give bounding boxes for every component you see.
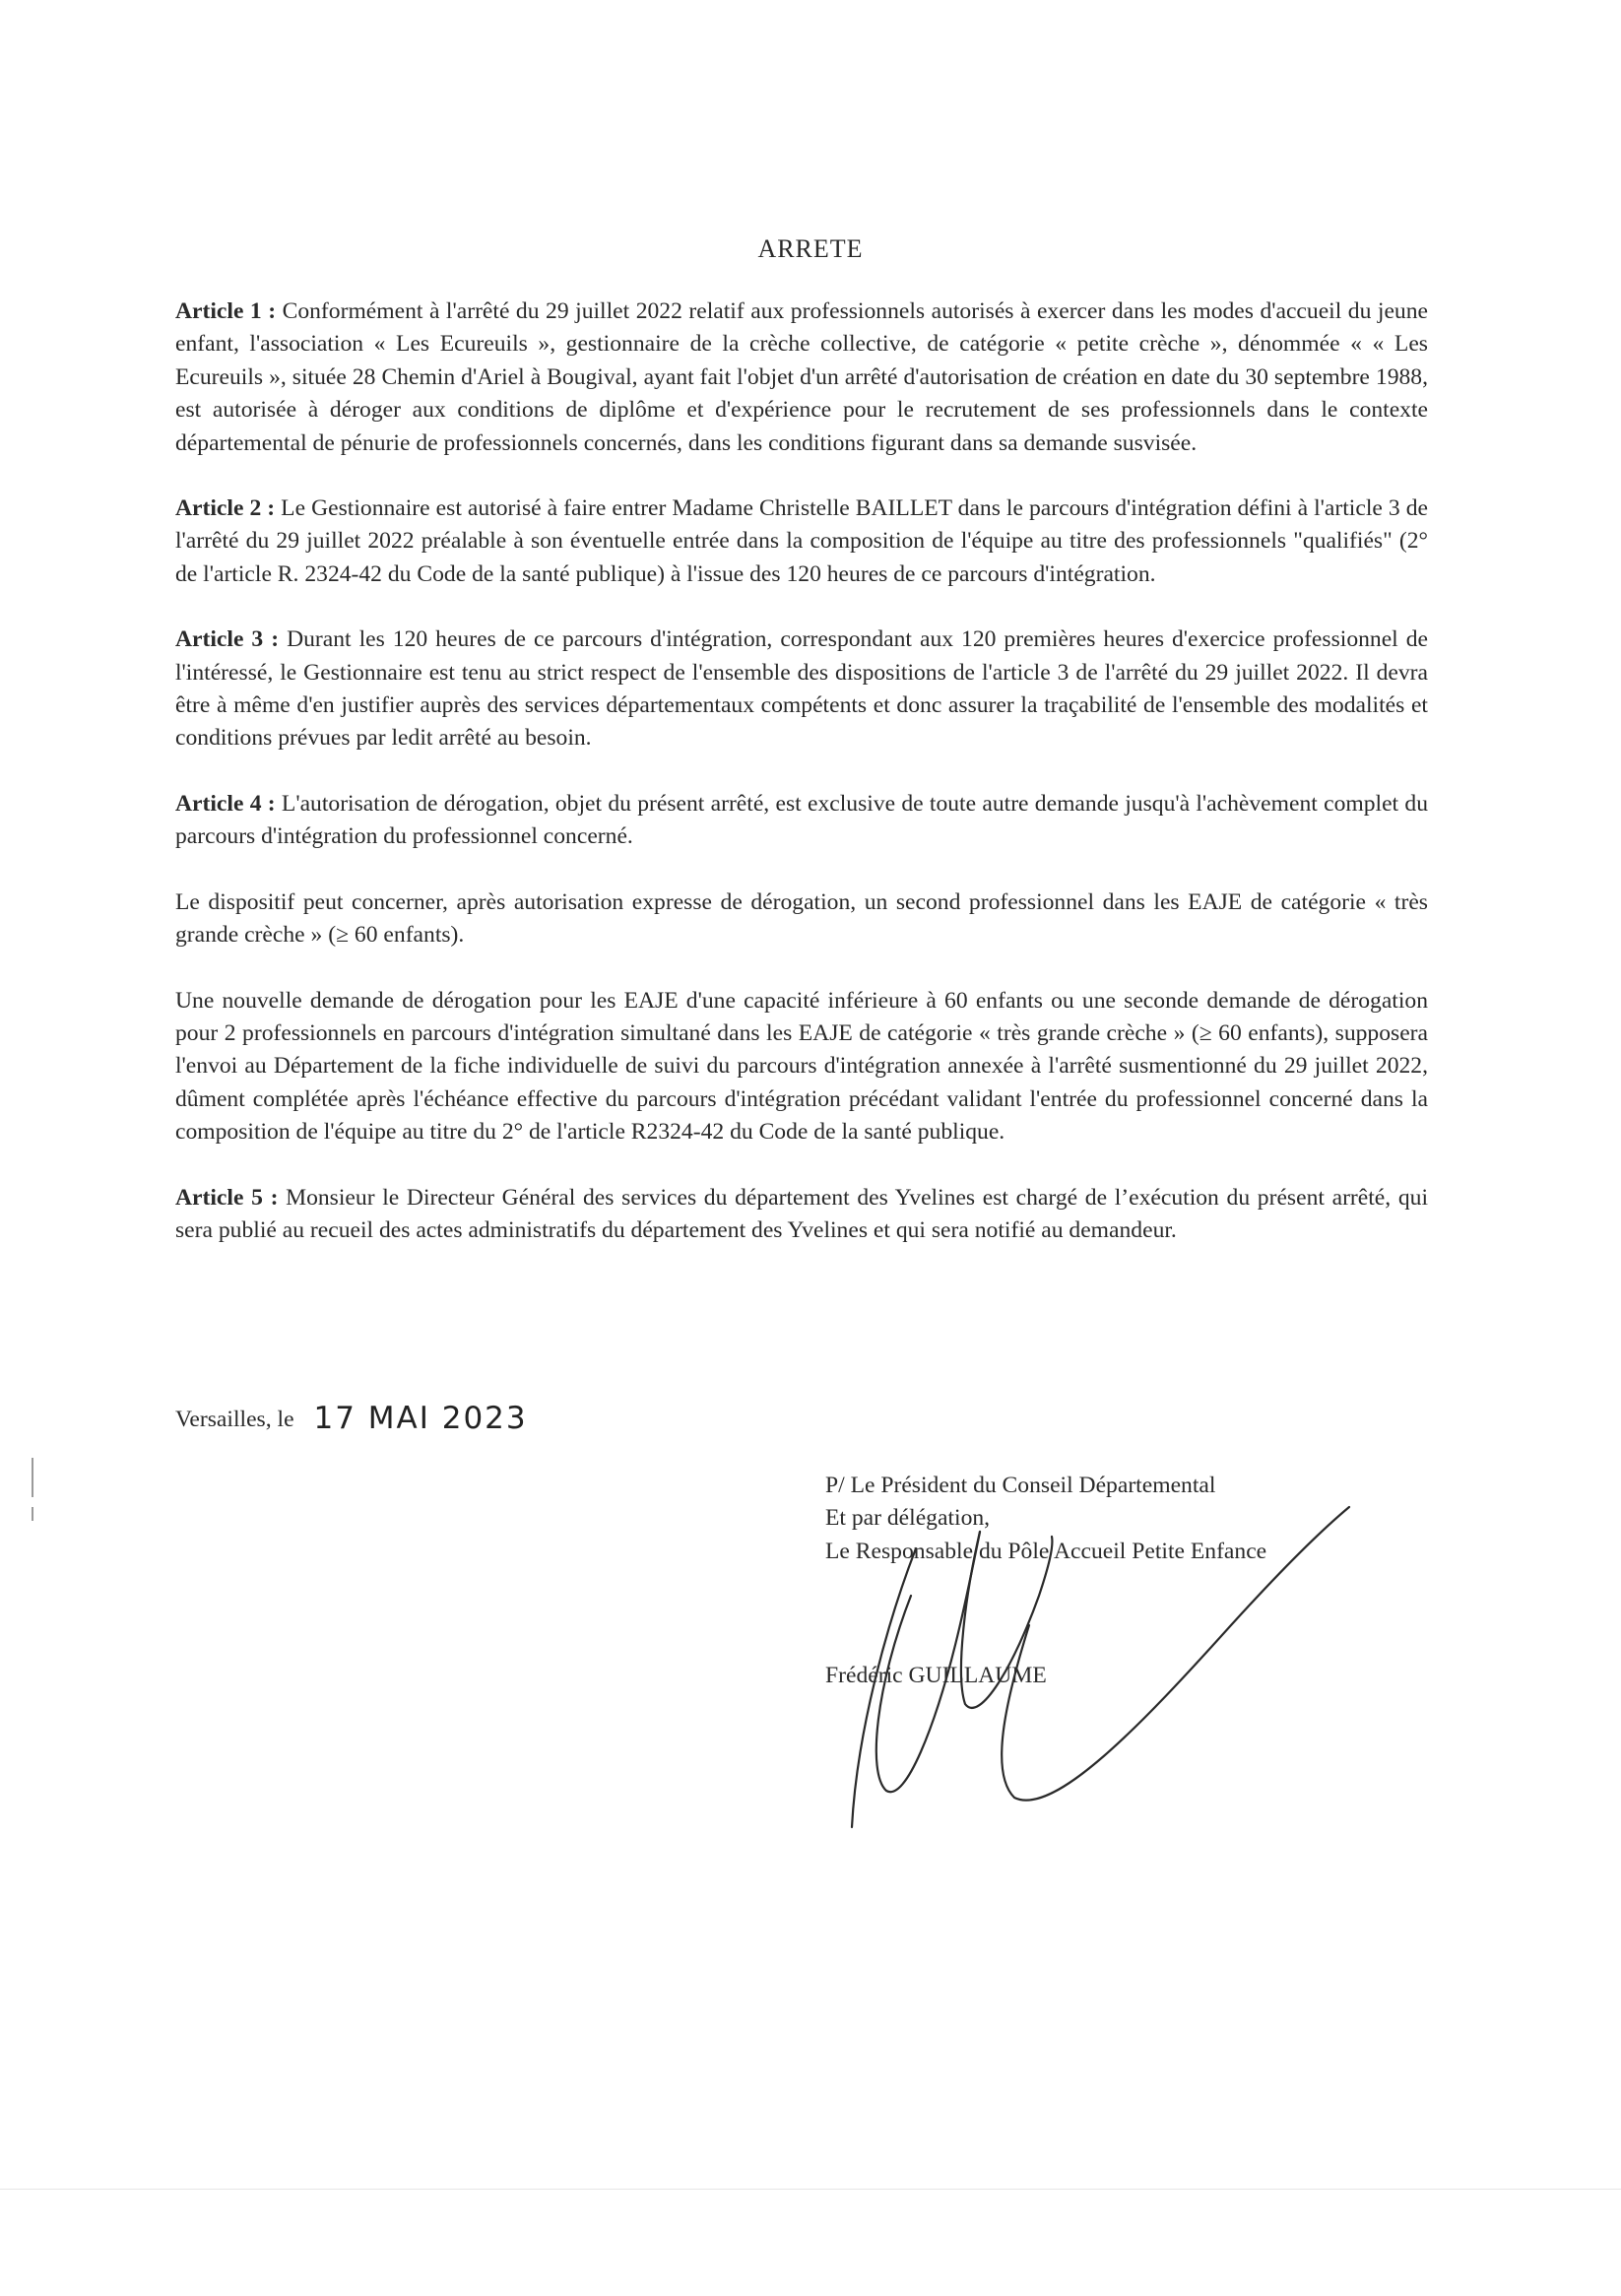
article-4-paragraph-3 — [175, 985, 1428, 1149]
article-label: Article 4 : — [175, 790, 276, 817]
document-body — [175, 295, 1428, 1279]
article-text: Conformément à l'arrêté du 29 juillet 2022 relatif aux professionnels autorisés à exercer dans les modes d'accueil du jeune enfant, l'association « Les Ecureuils », gestionnaire de la crèche collective, de catégorie « petite crèche », dénommée « « Les Ecureuils », située 28 Chemin d'Ariel à Bougival, ayant fait l'objet d'un arrêté d'autorisation de création en date du 30 septembre 1988, est autorisée à déroger aux conditions de diplôme et d'expérience pour le recrutement de ses professionnels dans le contexte départemental de pénurie de professionnels concernés, dans les conditions figurant dans sa demande susvisée. — [175, 298, 1428, 456]
signature-line-2: Et par délégation, — [825, 1505, 991, 1532]
handwritten-signature — [817, 1477, 1369, 1852]
article-4 — [175, 788, 1428, 854]
signature-stroke — [876, 1532, 980, 1792]
date-stamp: 17 MAI 2023 — [313, 1401, 528, 1436]
article-2 — [175, 492, 1428, 591]
article-4-paragraph-2 — [175, 886, 1428, 952]
signer-name: Frédéric GUILLAUME — [825, 1663, 1047, 1688]
document-title: ARRETE — [757, 234, 864, 263]
article-1 — [175, 295, 1428, 460]
date-line — [175, 1401, 528, 1436]
article-text: Monsieur le Directeur Général des services du département des Yvelines est chargé de l’exécution du présent arrêté, qui sera publié au recueil des actes administratifs du département des Yvelines et qui sera notifié au demandeur. — [175, 1184, 1429, 1243]
paragraph-text: Le dispositif peut concerner, après autorisation expresse de dérogation, un second professionnel dans les EAJE de catégorie « très grande crèche » (≥ 60 enfants). — [175, 888, 1428, 949]
scan-edge-line — [0, 2189, 1621, 2190]
article-text: L'autorisation de dérogation, objet du présent arrêté, est exclusive de toute autre demande jusqu'à l'achèvement complet du parcours d'intégration du professionnel concerné. — [175, 790, 1428, 850]
article-5 — [175, 1182, 1428, 1248]
signature-stroke — [1002, 1507, 1349, 1801]
scan-margin-mark — [32, 1507, 33, 1521]
article-3 — [175, 623, 1428, 755]
place-label: Versailles, le — [175, 1407, 294, 1432]
signature-line-1: P/ Le Président du Conseil Départemental — [825, 1473, 1216, 1498]
article-label: Article 2 : — [175, 495, 276, 522]
article-text: Durant les 120 heures de ce parcours d'intégration, correspondant aux 120 premières heures d'exercice professionnel de l'intéressé, le Gestionnaire est tenu au strict respect de l'ensemble des dispositions de l'article 3 de l'arrêté du 29 juillet 2022. Il devra être à même d'en justifier auprès des services départementaux compétents et donc assurer la traçabilité de l'ensemble des modalités et conditions prévues par ledit arrêté au besoin. — [175, 626, 1428, 752]
scan-margin-mark — [32, 1458, 33, 1497]
article-label: Article 5 : — [175, 1184, 279, 1211]
signature-line-3: Le Responsable du Pôle Accueil Petite Enfance — [825, 1538, 1267, 1564]
article-label: Article 1 : — [175, 298, 277, 324]
paragraph-text: Une nouvelle demande de dérogation pour les EAJE d'une capacité inférieure à 60 enfants ou une seconde demande de dérogation pour 2 professionnels en parcours d'intégration simultané dans les EAJE de catégorie « très grande crèche » (≥ 60 enfants), supposera l'envoi au Département de la fiche individuelle de suivi du parcours d'intégration annexée à l'arrêté susmentionné du 29 juillet 2022, dûment complétée après l'échéance effective du parcours d'intégration précédant validant l'entrée du professionnel concerné dans la composition de l'équipe au titre du 2° de l'article R2324-42 du Code de la santé publique. — [175, 987, 1428, 1146]
article-text: Le Gestionnaire est autorisé à faire entrer Madame Christelle BAILLET dans le parcours d'intégration défini à l'article 3 de l'arrêté du 29 juillet 2022 préalable à son éventuelle entrée dans la composition de l'équipe au titre des professionnels "qualifiés" (2° de l'article R. 2324-42 du Code de la santé publique) à l'issue des 120 heures de ce parcours d'intégration. — [175, 495, 1428, 587]
signature-stroke — [961, 1532, 1052, 1708]
article-label: Article 3 : — [175, 626, 280, 653]
